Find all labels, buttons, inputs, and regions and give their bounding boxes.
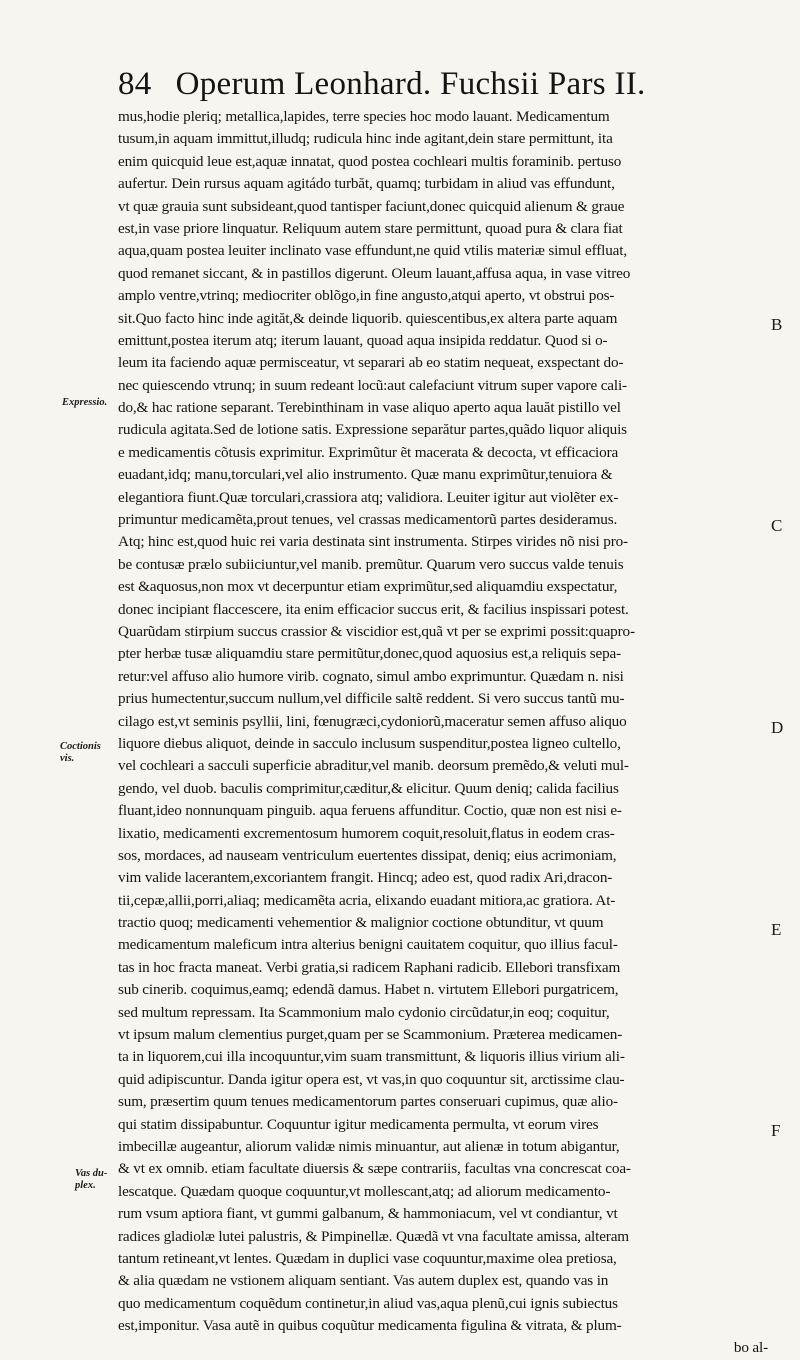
text-line: tii,cepæ,allii,porri,aliaq; medicamẽta acria, elixando euadant mitiora,ac gratiora. At- (118, 891, 616, 909)
text-line: prius humectentur,succum nullum,vel difficile saltẽ reddent. Si vero succus tantũ mu- (118, 690, 625, 708)
text-line: est,in vase priore linquatur. Reliquum autem stare permittunt, quoad pura & clara fiat (118, 219, 623, 237)
text-line: liquore diebus aliquot, deinde in sacculo inclusum suspenditur,postea ligneo cultello, (118, 734, 621, 752)
text-line: qui statim dissipabuntur. Coquuntur igitur medicamenta permulta, vt eorum vires (118, 1115, 599, 1133)
section-letter-f: F (771, 1121, 781, 1140)
page-header (118, 64, 738, 104)
text-line: enim quicquid leue est,aquæ innatat, quod postea cochleari multis foraminib. pertuso (118, 152, 622, 170)
running-title: Operum Leonhard. Fuchsii Pars II. (175, 66, 646, 102)
text-line: vim valide lacerantem,excoriantem frangit. Hincq; adeo est, quod radix Ari,dracon- (118, 869, 613, 887)
text-line: est,imponitur. Vasa autẽ in quibus coquũtur medicamenta figulina & vitrata, & plum- (118, 1317, 622, 1335)
text-line: Quarũdam stirpium succus crassior & viscidior est,quã vt per se exprimi possit:quapro- (118, 622, 635, 640)
text-line: cilago est,vt seminis psyllii, lini, fœnugræci,cydoniorũ,maceratur semen affuso aliquo (118, 712, 627, 730)
margin-note-expressio (62, 397, 107, 409)
text-line: medicamentum maleficum intra alterius benigni cauitatem coquitur, quo illius facul- (118, 936, 618, 954)
text-line: mus,hodie pleriq; metallica,lapides, terre species hoc modo lauant. Medicamentum (118, 108, 610, 125)
text-line: tantum retineant,vt lentes. Quædam in duplici vase coquuntur,maxime olea pretiosa, (118, 1249, 617, 1267)
text-line: & alia quædam ne vstionem aliquam sentiant. Vas autem duplex est, quando vas in (118, 1272, 609, 1290)
text-body (118, 106, 768, 1360)
text-line: do,& hac ratione separant. Terebinthinam in vase aliquo aperto aqua lauăt pistillo vel (118, 399, 621, 417)
text-line: sub cinerib. coquimus,eamq; edendã damus. Habet n. virtutem Ellebori purgatricem, (118, 981, 619, 999)
section-letter-c: C (771, 516, 783, 535)
text-line: aufertur. Dein rursus aquam agitádo turbăt, quamq; turbidam in aliud vas effundunt, (118, 175, 615, 193)
text-line: lixatio, medicamenti excrementosum humorem coquit,resoluit,flatus in eodem cras- (118, 824, 615, 842)
text-line: radices gladiolæ lutei palustris, & Pimpinellæ. Quædã vt vna facultate amissa, alteram (118, 1227, 629, 1245)
text-line: leum ita faciendo aquæ permisceatur, vt separari ab eo statim nequeat, exspectant do- (118, 354, 624, 372)
margin-note-text: Expressio. (62, 397, 108, 408)
text-line: euadant,idq; manu,torculari,vel alio instrumento. Quæ manu exprimũtur,tenuiora & (118, 466, 613, 484)
text-line: quo medicamentum coquẽdum continetur,in aliud vas,aqua plenũ,cui ignis subiectus (118, 1294, 618, 1312)
text-line: nec quiescendo vtrunq; in suum redeant locũ:aut calefaciunt vitrum super vapore cali- (118, 376, 627, 394)
text-line: est &aquosus,non mox vt decerpuntur etiam exprimũtur,sed aliquamdiu exspectatur, (118, 578, 618, 596)
text-line: donec incipiant flaccescere, ita enim efficacior succus erit, & facilius inspissari potest. (118, 600, 629, 618)
text-line: lescatque. Quædam quoque coquuntur,vt mollescant,atq; ad aliorum medicamento- (118, 1182, 611, 1200)
text-line: & vt ex omnib. etiam facultate diuersis & sæpe contrariis, facultas vna concrescat coa- (118, 1160, 631, 1178)
text-line: sos, mordaces, ad nauseam ventriculum euertentes dissipat, deniq; eius acrimoniam, (118, 846, 617, 864)
section-letter-b: B (771, 315, 783, 334)
text-line: vt ipsum malum clementius purget,quam per se Scammonium. Præterea medicamen- (118, 1026, 623, 1044)
text-line: fluant,ideo nonnunquam pinguib. aqua feruens affunditur. Coctio, quæ non est nisi e- (118, 802, 622, 820)
margin-note-text: Coctionis vis. (60, 741, 101, 764)
text-line: bo al- (733, 1339, 768, 1357)
text-line: gendo, vel duob. baculis comprimitur,cæditur,& elicitur. Quum deniq; calida facilius (118, 779, 619, 797)
text-line: retur:vel affuso alio humore virib. cognato, simul ambo exprimuntur. Quædam n. nisi (118, 667, 624, 685)
text-line: vel cochleari a sacculi superficie abraditur,vel manib. deorsum premẽdo,& veluti mul- (118, 757, 629, 775)
text-line: elegantiora fiunt.Quæ torculari,crassiora atq; validiora. Leuiter igitur aut violẽter ex- (118, 488, 619, 506)
text-line: aqua,quam postea leuiter inclinato vase effundunt,ne quid vtilis materiæ simul effluat, (118, 242, 627, 260)
text-line: Atq; hinc est,quod huic rei varia destinata sint instrumenta. Stirpes virides nõ nisi pro- (118, 533, 628, 551)
text-line: primuntur medicamẽta,prout tenues, vel crassas medicamentorũ partes desideramus. (118, 511, 618, 529)
margin-note-vas-duplex (75, 1168, 111, 1192)
text-line: rum vsum aptiora fiant, vt gummi galbanum, & hammoniacum, vel vt condiantur, vt (118, 1205, 618, 1223)
text-line: sit.Quo facto hinc inde agităt,& deinde liquorib. quiescentibus,ex altera parte aquam (118, 309, 618, 327)
text-line: quid adipiscuntur. Danda igitur opera est, vt vas,in quo coquuntur sit, arctissime clau- (118, 1070, 625, 1088)
text-line: quod remanet siccant, & in pastillos digerunt. Oleum lauant,affusa aqua, in vase vitreo (118, 264, 631, 282)
text-line: e medicamentis cõtusis exprimitur. Exprimũtur ẽt macerata & decocta, vt efficaciora (118, 443, 619, 461)
text-line: imbecillæ augeantur, aliorum validæ nimis minuantur, aut alienæ in totum abigantur, (118, 1137, 620, 1155)
text-line: tusum,in aquam immittut,illudq; rudicula hinc inde agitant,dein stare permittunt, ita (118, 130, 613, 148)
section-letter-d: D (771, 718, 784, 737)
text-line: amplo ventre,vtrinq; mediocriter oblõgo,in fine angusto,atqui aperto, vt obstrui pos- (118, 287, 615, 305)
text-line: ta in liquorem,cui illa incoquuntur,vim suam transmittunt, & liquoris illius virium ali- (118, 1048, 625, 1066)
text-line: tractio quoq; medicamenti vehementior & malignior coctione obtunditur, vt quum (118, 914, 604, 932)
margin-note-coctionis (60, 741, 102, 765)
text-line: sum, præsertim quum tenues medicamentorum partes conseruari cupimus, quæ alio- (118, 1093, 618, 1111)
text-line: sed multum repressam. Ita Scammonium malo cydonio circũdatur,in eoq; coquitur, (118, 1003, 610, 1021)
text-line: rudicula agitata.Sed de lotione satis. Expressione separătur partes,quãdo liquor aliquis (118, 421, 627, 439)
page-number: 84 (118, 66, 152, 102)
text-line: be contusæ prælo subiiciuntur,vel manib. premũtur. Quarum vero succus valde tenuis (118, 555, 624, 573)
text-line: emittunt,postea iterum atq; iterum lauant, quoad aqua insipida reddatur. Quod si o- (118, 331, 608, 349)
text-line: vt quæ grauia sunt subsideant,quod tantisper faciunt,donec quicquid alienum & graue (118, 197, 625, 215)
text-line: tas in hoc fracta maneat. Verbi gratia,si radicem Raphani radicib. Ellebori transfixam (118, 958, 621, 976)
margin-note-text: Vas du- plex. (75, 1168, 108, 1191)
text-line: pter herbæ tusæ aliquamdiu stare permitũtur,donec,quod aquosius est,a reliquis sepa- (118, 645, 622, 663)
section-letter-e: E (771, 920, 782, 939)
